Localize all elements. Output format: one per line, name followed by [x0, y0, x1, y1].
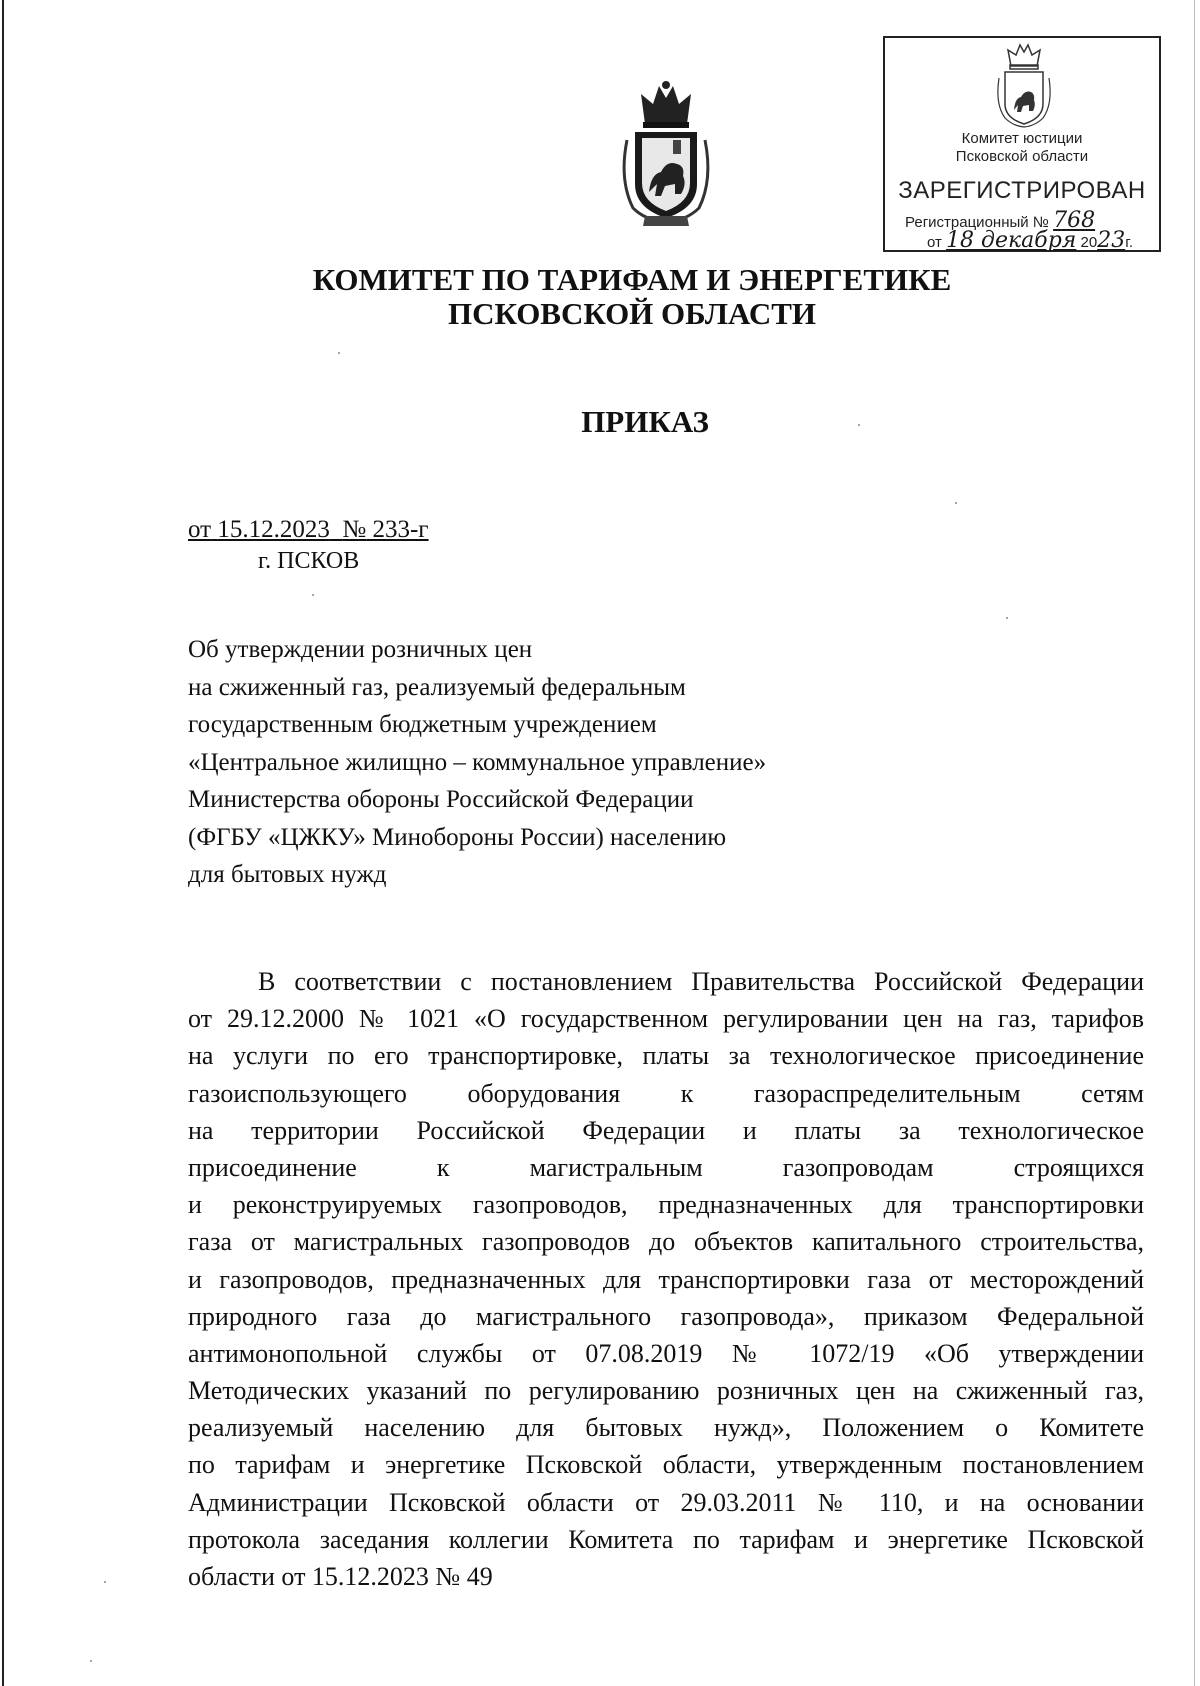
- stamp-date-prefix: от: [927, 234, 942, 251]
- scan-edge-right: [1194, 0, 1195, 1686]
- stamp-status: ЗАРЕГИСТРИРОВАН: [898, 177, 1146, 204]
- coat-of-arms-icon: [615, 80, 717, 230]
- order-number: 233-г: [372, 516, 429, 543]
- scan-speck: [90, 1660, 92, 1662]
- body-line: по тарифам и энергетике Псковской области, утвержденным постановлением: [188, 1450, 1144, 1480]
- scan-speck: [955, 502, 957, 504]
- scan-speck: [858, 424, 860, 426]
- body-line: антимонопольной службы от 07.08.2019 № 1072/19 «Об утверждении: [188, 1338, 1144, 1368]
- body-line: на услуги по его транспортировке, платы за технологическое присоединение: [188, 1041, 1144, 1071]
- body-line: газоиспользующего оборудования к газораспределительным сетям: [188, 1078, 1144, 1108]
- subject-line: Об утверждении розничных цен: [188, 636, 533, 663]
- scan-speck: [312, 594, 314, 596]
- scan-edge-left: [2, 0, 4, 1686]
- subject-line: «Центральное жилищно – коммунальное управление»: [188, 748, 767, 776]
- scan-speck: [338, 352, 340, 354]
- stamp-org-line1: Комитет юстиции: [961, 130, 1083, 147]
- subject-line: для бытовых нужд: [188, 861, 387, 888]
- subject-line: (ФГБУ «ЦЖКУ» Минобороны России) населению: [188, 823, 727, 851]
- stamp-reg-label: Регистрационный №: [905, 214, 1049, 231]
- stamp-year-suffix: 23: [1097, 228, 1126, 253]
- document-type-title: ПРИКАЗ: [581, 404, 709, 439]
- stamp-year-prefix: 20: [1080, 234, 1098, 251]
- stamp-year-end: г.: [1125, 234, 1134, 251]
- order-date: 15.12.2023: [217, 516, 330, 543]
- stamp-reg-number: 768: [1053, 208, 1096, 233]
- subject-line: государственным бюджетным учреждением: [188, 711, 657, 738]
- preamble-paragraph: [188, 963, 1144, 1595]
- body-line: области от 15.12.2023 № 49: [188, 1562, 493, 1591]
- body-line: природного газа до магистрального газопровода», приказом Федеральной: [188, 1301, 1144, 1331]
- body-line: реализуемый населению для бытовых нужд», Положением о Комитете: [188, 1413, 1144, 1443]
- order-date-number: [188, 516, 429, 544]
- scan-speck: [1006, 617, 1008, 619]
- scan-speck: [104, 1581, 106, 1583]
- body-line: и газопроводов, предназначенных для транспортировки газа от месторождений: [188, 1264, 1144, 1294]
- order-number-prefix: №: [342, 516, 367, 543]
- body-line: протокола заседания коллегии Комитета по тарифам и энергетике Псковской: [188, 1524, 1144, 1554]
- stamp-coat-of-arms-icon: [993, 42, 1055, 130]
- subject-line: Министерства обороны Российской Федерации: [188, 786, 694, 813]
- body-line: газа от магистральных газопроводов до объектов капитального строительства,: [188, 1227, 1144, 1257]
- stamp-org-line2: Псковской области: [955, 148, 1089, 165]
- body-line: и реконструируемых газопроводов, предназначенных для транспортировки: [188, 1190, 1144, 1220]
- body-line: В соответствии с постановлением Правительства Российской Федерации: [258, 967, 1144, 996]
- body-line: присоединение к магистральным газопроводам строящихся: [188, 1152, 1144, 1182]
- stamp-date-handwritten: 18 декабря: [946, 228, 1077, 253]
- registration-stamp: [883, 36, 1161, 252]
- org-title-line1: КОМИТЕТ ПО ТАРИФАМ И ЭНЕРГЕТИКЕ: [312, 262, 952, 297]
- order-date-prefix: от: [188, 516, 212, 543]
- stamp-date-line: [927, 228, 1133, 253]
- body-line: Методических указаний по регулированию розничных цен на сжиженный газ,: [188, 1376, 1144, 1406]
- order-city: г. ПСКОВ: [258, 548, 360, 574]
- subject-line: на сжиженный газ, реализуемый федеральным: [188, 673, 686, 701]
- body-line: на территории Российской Федерации и платы за технологическое: [188, 1115, 1144, 1145]
- body-line: от 29.12.2000 № 1021 «О государственном регулировании цен на газ, тарифов: [188, 1004, 1144, 1034]
- body-line: Администрации Псковской области от 29.03.2011 № 110, и на основании: [188, 1487, 1144, 1517]
- org-title-line2: ПСКОВСКОЙ ОБЛАСТИ: [447, 296, 817, 331]
- order-subject: [188, 631, 766, 894]
